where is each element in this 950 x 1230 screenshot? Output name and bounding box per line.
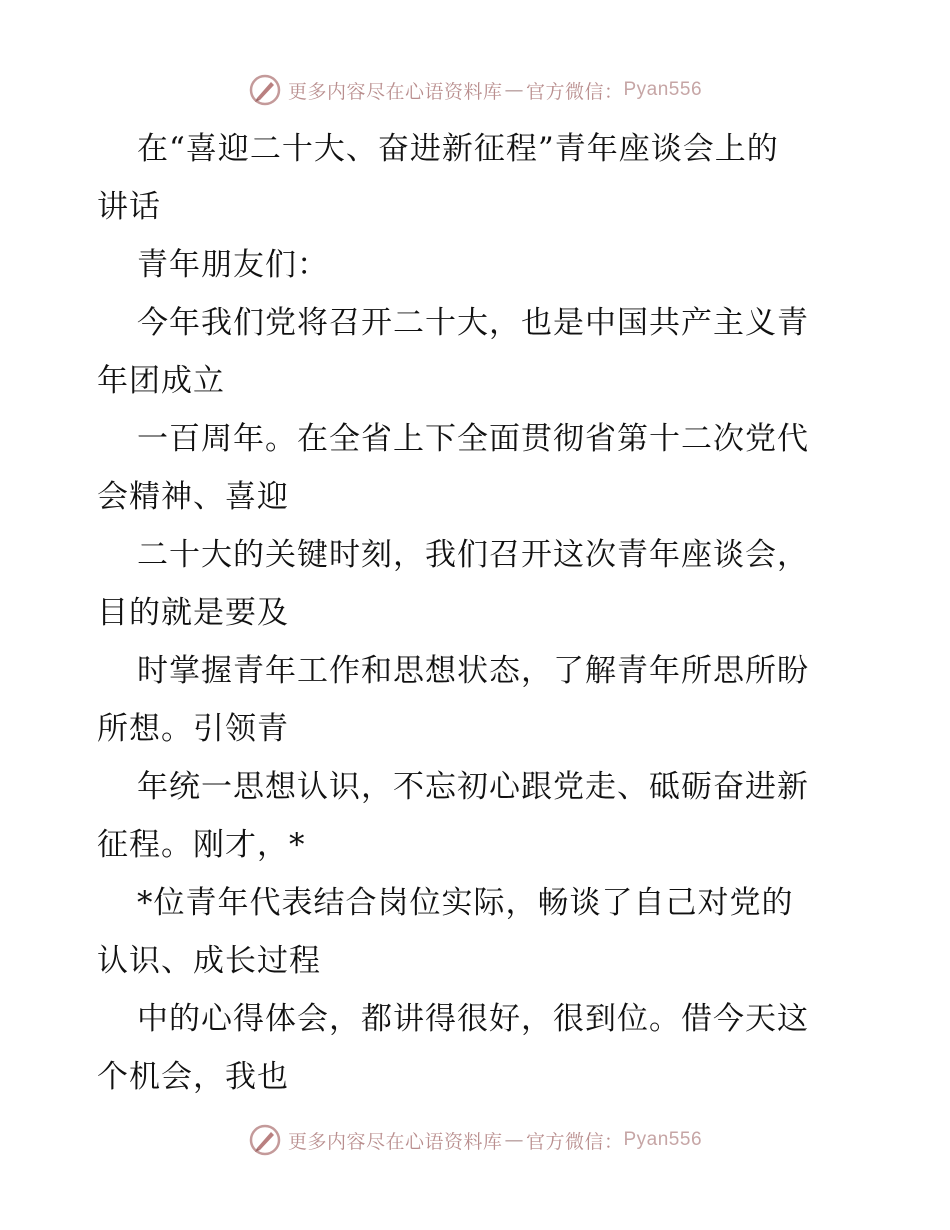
quill-logo-icon: [248, 1123, 282, 1157]
watermark-brand: 更多内容尽在心语资料库: [287, 80, 503, 103]
header-watermark: [0, 70, 950, 110]
paragraph-line: 二十大的关键时刻，我们召开这次青年座谈会，: [137, 537, 809, 573]
paragraph-line: 一百周年。在全省上下全面贯彻省第十二次党代: [137, 421, 809, 457]
paragraph-line: 年团成立: [97, 363, 225, 399]
paragraph-line: 年统一思想认识，不忘初心跟党走、砥砺奋进新: [137, 769, 809, 805]
watermark-wechat-id: Pyan556: [623, 1129, 703, 1150]
document-title-line-2: 讲话: [97, 189, 161, 225]
paragraph-line: 中的心得体会，都讲得很好，很到位。借今天这: [137, 1001, 809, 1037]
watermark-brand: 更多内容尽在心语资料库: [287, 1130, 503, 1153]
watermark-wechat-label: 官方微信：: [525, 1130, 624, 1153]
paragraph-line: 时掌握青年工作和思想状态，了解青年所思所盼: [137, 653, 809, 689]
paragraph-line: 认识、成长过程: [97, 943, 321, 979]
salutation: 青年朋友们：: [137, 247, 329, 283]
document-title-line-1: 在“喜迎二十大、奋进新征程”青年座谈会上的: [137, 131, 779, 167]
watermark-separator: —: [504, 79, 524, 101]
document-body: [97, 120, 857, 1106]
paragraph-line: *位青年代表结合岗位实际，畅谈了自己对党的: [137, 885, 794, 921]
paragraph-line: 征程。刚才，*: [97, 827, 306, 863]
watermark-wechat-label: 官方微信：: [525, 80, 624, 103]
paragraph-line: 会精神、喜迎: [97, 479, 289, 515]
paragraph-line: 个机会，我也: [97, 1059, 289, 1095]
quill-logo-icon: [248, 73, 282, 107]
paragraph-line: 今年我们党将召开二十大，也是中国共产主义青: [137, 305, 809, 341]
paragraph-line: 目的就是要及: [97, 595, 289, 631]
paragraph-line: 所想。引领青: [97, 711, 289, 747]
watermark-wechat-id: Pyan556: [623, 79, 703, 100]
watermark-separator: —: [504, 1129, 524, 1151]
footer-watermark: [0, 1120, 950, 1160]
